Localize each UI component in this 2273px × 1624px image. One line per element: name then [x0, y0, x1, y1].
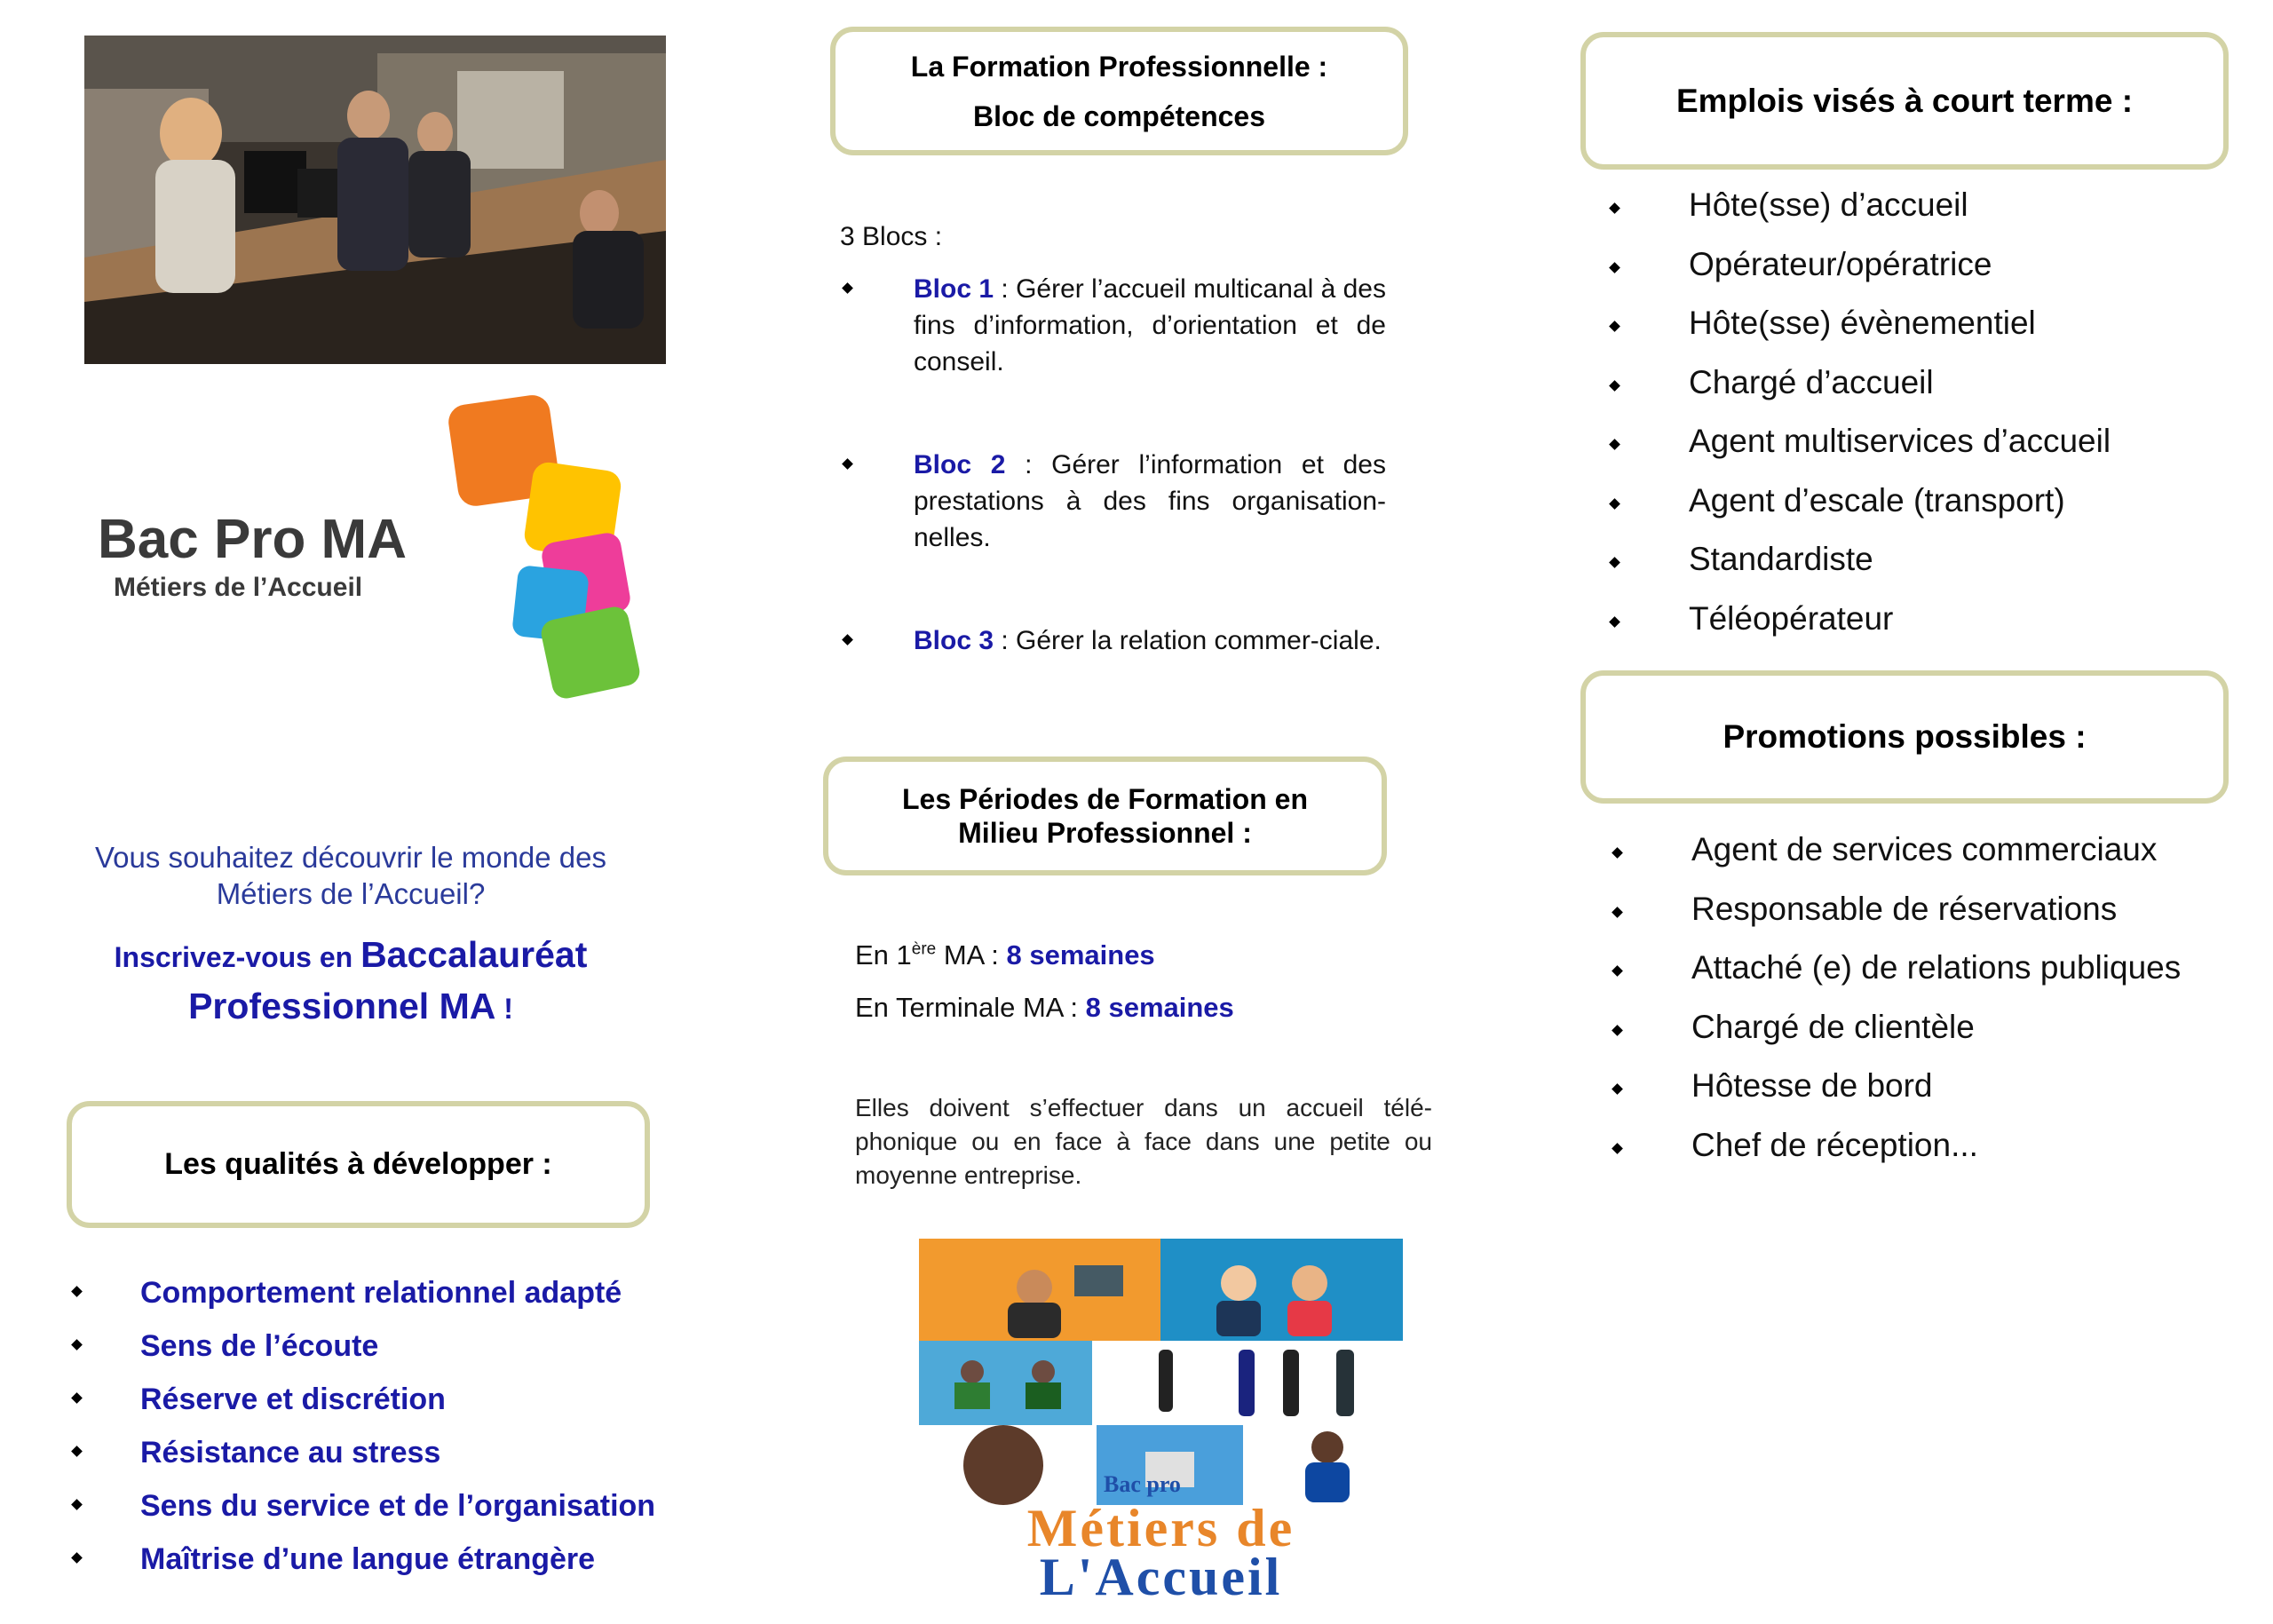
list-item — [71, 1276, 710, 1329]
colorful-squares-logo — [444, 391, 657, 701]
list-item — [71, 1542, 710, 1596]
list-item — [1612, 1067, 2251, 1127]
emploi-item: Chargé d’accueil — [1689, 363, 1934, 400]
promotion-item: Chargé de clientèle — [1691, 1008, 1975, 1045]
metiers-accueil-collage — [919, 1239, 1403, 1606]
list-item — [1609, 541, 2248, 600]
promotion-item: Chef de réception... — [1691, 1126, 1978, 1163]
bullet-icon — [842, 282, 853, 294]
list-item — [1609, 482, 2248, 542]
emplois-header-box — [1580, 32, 2229, 170]
promotion-item: Attaché (e) de relations publiques — [1691, 949, 2182, 986]
brand-subtitle: Métiers de l’Accueil — [114, 573, 363, 602]
bullet-icon — [1609, 616, 1620, 628]
bullet-icon — [1609, 557, 1620, 568]
promotion-item: Agent de services commerciaux — [1691, 831, 2158, 867]
cta-signup-big: Baccalauréat — [360, 934, 588, 975]
cta-signup-small: Inscrivez-vous en — [114, 941, 361, 973]
periodes-header-line2: Milieu Professionnel : — [958, 817, 1252, 849]
promotion-item: Responsable de réservations — [1691, 890, 2118, 927]
bullet-icon — [1609, 498, 1620, 510]
list-item — [842, 622, 1432, 729]
qualities-header: Les qualités à développer : — [164, 1147, 552, 1181]
list-item — [1609, 423, 2248, 482]
emplois-header: Emplois visés à court terme : — [1675, 82, 2134, 119]
periode-premiere — [855, 939, 1155, 971]
list-item — [1612, 1009, 2251, 1068]
promotions-header-box — [1580, 670, 2229, 804]
blocs-intro: 3 Blocs : — [840, 222, 943, 251]
bullet-icon — [71, 1446, 83, 1457]
periodes-note: Elles doivent s’effectuer dans un accueil télé-phonique ou en face à face dans une petite ou moyenne entreprise. — [855, 1094, 1432, 1189]
bullet-icon — [71, 1339, 83, 1351]
qualities-list — [71, 1276, 710, 1596]
formation-header-box — [830, 27, 1408, 155]
bloc-label: Bloc 1 — [914, 274, 994, 304]
list-item — [1612, 949, 2251, 1009]
bullet-icon — [71, 1286, 83, 1297]
bullet-icon — [1612, 1025, 1623, 1036]
bullet-icon — [1612, 965, 1623, 977]
list-item — [1612, 831, 2251, 891]
quality-item: Résistance au stress — [140, 1436, 441, 1470]
list-item — [1609, 246, 2248, 305]
bullet-icon — [1609, 262, 1620, 273]
list-item — [71, 1382, 710, 1436]
bullet-icon — [71, 1499, 83, 1510]
list-item — [71, 1489, 710, 1542]
emploi-item: Agent multiservices d’accueil — [1689, 423, 2111, 459]
bullet-icon — [71, 1552, 83, 1564]
brand-title: Bac Pro MA — [98, 509, 407, 570]
list-item — [1609, 600, 2248, 660]
cta-text — [67, 839, 635, 1036]
bloc-label: Bloc 3 — [914, 626, 994, 655]
cta-exclaim: ! — [495, 993, 513, 1025]
formation-header-line2: Bloc de compétences — [973, 99, 1265, 132]
emploi-item: Hôte(sse) évènementiel — [1689, 305, 2036, 341]
periode-terminale — [855, 992, 1234, 1024]
quality-item: Réserve et discrétion — [140, 1382, 446, 1416]
periode-premiere-sup: ère — [911, 939, 937, 959]
cta-line2: Métiers de l’Accueil? — [216, 877, 486, 910]
bloc-description: : Gérer l’information et des prestations à des fins organisation-nelles. — [914, 450, 1386, 552]
collage-word1: Métiers de — [1026, 1499, 1295, 1557]
promotion-item: Hôtesse de bord — [1691, 1067, 1933, 1104]
collage-word2: L'Accueil — [1039, 1548, 1283, 1606]
promotions-list — [1612, 831, 2251, 1185]
bullet-icon — [1612, 847, 1623, 859]
bullet-icon — [1609, 321, 1620, 332]
bullet-icon — [71, 1392, 83, 1404]
periode-terminale-label: En Terminale MA : — [855, 992, 1086, 1023]
bullet-icon — [1609, 202, 1620, 214]
list-item — [71, 1329, 710, 1382]
periode-premiere-mid: MA : — [936, 939, 1007, 970]
cta-program: Professionnel MA — [188, 986, 496, 1026]
cta-signup — [67, 933, 635, 985]
emploi-item: Opérateur/opératrice — [1689, 245, 1992, 282]
bullet-icon — [1612, 907, 1623, 918]
emploi-item: Standardiste — [1689, 541, 1873, 577]
list-item — [842, 447, 1432, 622]
list-item — [842, 271, 1432, 447]
bullet-icon — [842, 458, 853, 470]
bloc-description: : Gérer l’accueil multicanal à des fins d’information, d’orientation et de conseil. — [914, 274, 1386, 376]
list-item — [1609, 364, 2248, 424]
quality-item: Sens de l’écoute — [140, 1329, 379, 1363]
reception-photo — [84, 36, 666, 364]
periode-premiere-label: En 1 — [855, 939, 912, 970]
emploi-item: Téléopérateur — [1689, 599, 1894, 637]
promotions-header: Promotions possibles : — [1723, 718, 2087, 755]
bullet-icon — [1609, 439, 1620, 450]
periodes-header-box — [823, 757, 1387, 875]
list-item — [1612, 1127, 2251, 1186]
list-item — [1609, 305, 2248, 364]
quality-item: Sens du service et de l’organisation — [140, 1489, 656, 1523]
emploi-item: Hôte(sse) d’accueil — [1689, 186, 1968, 223]
bullet-icon — [1609, 380, 1620, 392]
bloc-text — [914, 447, 1386, 556]
bloc-label: Bloc 2 — [914, 450, 1006, 479]
bullet-icon — [1612, 1143, 1623, 1154]
periodes-header-line1: Les Périodes de Formation en — [902, 783, 1308, 815]
quality-item: Maîtrise d’une langue étrangère — [140, 1542, 596, 1576]
bullet-icon — [1612, 1083, 1623, 1095]
bloc-text — [914, 622, 1386, 659]
bloc-description: : Gérer la relation commer-ciale. — [994, 626, 1382, 655]
emplois-list — [1609, 186, 2248, 659]
quality-item: Comportement relationnel adapté — [140, 1276, 622, 1310]
bullet-icon — [842, 634, 853, 646]
periode-premiere-value: 8 semaines — [1006, 939, 1155, 970]
qualities-header-box — [67, 1101, 650, 1228]
formation-header-line1: La Formation Professionnelle : — [910, 50, 1328, 83]
list-item — [1609, 186, 2248, 246]
list-item — [1612, 891, 2251, 950]
collage-small-label: Bac pro — [1104, 1471, 1181, 1497]
periode-terminale-value: 8 semaines — [1085, 992, 1234, 1023]
blocs-list — [842, 271, 1432, 729]
emploi-item: Agent d’escale (transport) — [1689, 481, 2065, 519]
cta-line1: Vous souhaitez découvrir le monde des — [94, 841, 607, 874]
bloc-text — [914, 271, 1386, 380]
list-item — [71, 1436, 710, 1489]
